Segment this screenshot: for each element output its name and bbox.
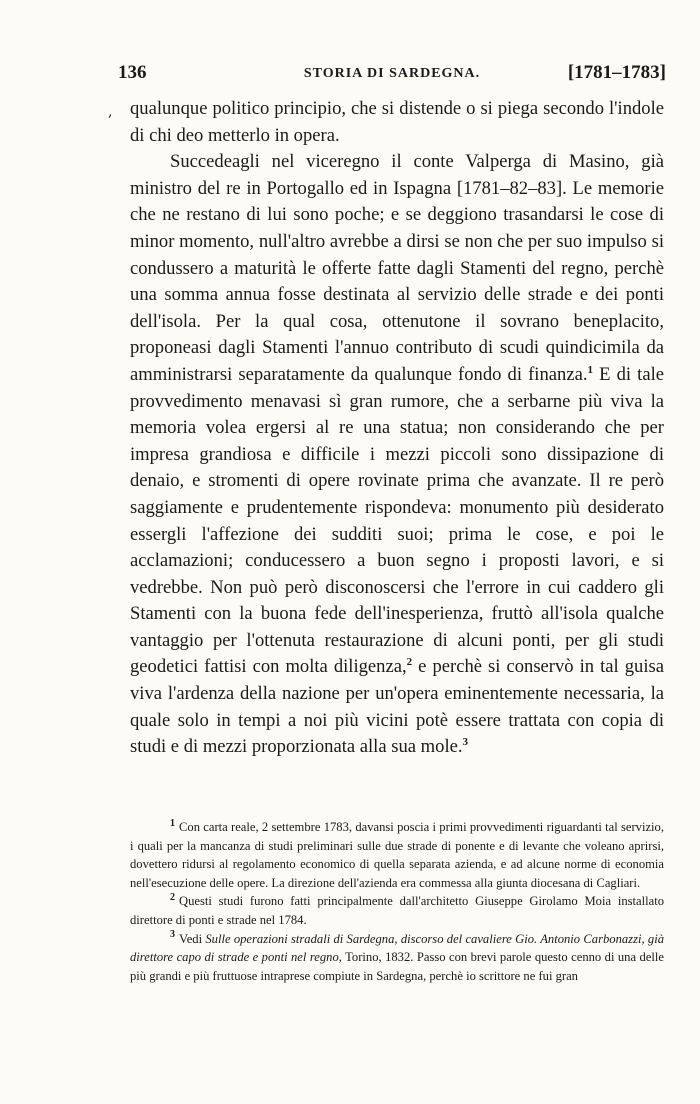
text-run: Succedeagli nel viceregno il conte Valperga di Masino, già ministro del re in Portogallo ed in Ispagna [1781–82–83]. Le memorie che ne restano di lui sono poche; e se deggiono trasandarsi le cose di minor momento, null'altro avrebbe a dirsi se non che per suo impulso si condussero a maturità le offerte fatte dagli Stamenti del regno, perchè una somma annua fosse destinata al servizio delle strade e dei ponti dell'isola. Per la qual cosa, ottenutone il sovrano beneplacito, proponeasi dagli Stamenti l'annuo contributo di scudi quindicimila da amministrarsi separatamente da qualunque fondo di finanza. xyxy=(130,151,664,385)
italic-title: discorso del cavaliere Gio. Antonio Carbonazzi, già direttore capo di strade e ponti nel regno, xyxy=(130,931,664,965)
margin-mark: , xyxy=(108,104,113,120)
italic-title: Sulle operazioni stradali di Sardegna xyxy=(205,931,395,946)
footnote xyxy=(130,818,664,892)
footnote xyxy=(130,892,664,929)
footnote-text: Con carta reale, 2 settembre 1783, davansi poscia i primi provvedimenti riguardanti tal servizio, i quali per la mancanza di studi preliminari sulle due strade di ponente e di levante che voleano aprirsi, dovettero ridursi al regolamento economico di quella separata azienda, e ad alcune norme di economia nell'esecuzione delle opere. La direzione dell'azienda era commessa alla giunta diocesana di Cagliari. xyxy=(130,820,664,890)
footnote-text: Questi studi furono fatti principalmente dall'architetto Giuseppe Girolamo Moia installato direttore di ponti e strade nel 1784. xyxy=(130,894,664,927)
footnote-number: 1 xyxy=(170,817,175,829)
footnote-ref: 1 xyxy=(587,363,593,376)
year-range: [1781–1783] xyxy=(567,62,666,83)
footnote-ref: 3 xyxy=(462,736,469,749)
running-title: STORIA DI SARDEGNA. xyxy=(303,66,481,81)
footnote xyxy=(130,930,664,986)
running-header xyxy=(118,62,666,88)
text-run: qualunque politico principio, che si distende o si piega secondo l'indole di chi deo metterlo in opera. xyxy=(130,98,664,146)
footnote-ref: 2 xyxy=(406,656,413,669)
paragraph xyxy=(130,149,664,761)
paragraph xyxy=(130,96,664,149)
page-number: 136 xyxy=(118,62,147,83)
footnote-text: , xyxy=(394,931,401,946)
main-text xyxy=(130,96,664,761)
footnotes xyxy=(130,818,664,985)
text-run: E di tale provvedimento menavasi sì gran rumore, che a serbarne più viva la memoria volea ergersi al re una statua; non considerando che per impresa grandiosa e difficile i mezzi piccoli sono dissipazione di denaio, e stromenti di opere rovinate prima che avanzate. Il re però saggiamente e prudentemente rispondeva: monumento più desiderato essergli l'affezione dei sudditi suoi; prima le cose, e poi le acclamazioni; conducessero a buon segno i proposti lavori, e si vedrebbe. Non può però disconoscersi che l'errore in cui caddero gli Stamenti con la buona fede dell'inesperienza, fruttò all'isola qualche vantaggio per l'ottenuta restaurazione di alcuni ponti, per gli studi geodetici fattisi con molta diligenza, xyxy=(130,363,664,678)
footnote-number: 2 xyxy=(170,892,175,904)
footnote-text: Torino, 1832. Passo con brevi parole questo cenno di una delle più grandi e più fruttuose intraprese compiute in Sardegna, perchè io scrittore ne fui gran xyxy=(130,950,664,983)
text-run: e perchè si conservò in tal guisa viva l'ardenza della nazione per un'opera eminentemente necessaria, la quale solo in tempi a noi più vicini potè essere trattata con copia di studi e di mezzi proporzionata alla sua mole. xyxy=(130,656,664,758)
footnote-text: Vedi xyxy=(179,931,206,946)
footnote-number: 3 xyxy=(170,929,175,941)
